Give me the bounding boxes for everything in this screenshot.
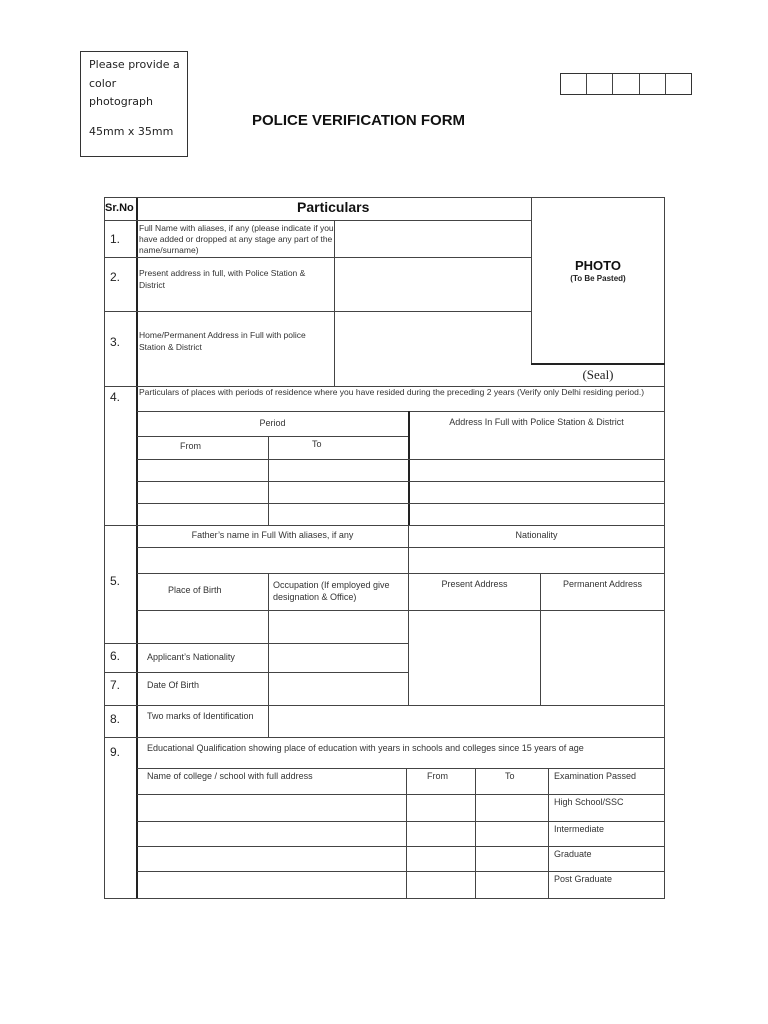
reference-number-boxes [560, 73, 692, 95]
form-title: POLICE VERIFICATION FORM [252, 112, 466, 129]
applicant-nationality-label: Applicant’s Nationality [147, 652, 235, 662]
photo-instruction-line1: Please provide a [89, 58, 180, 71]
row-3-number: 3. [110, 335, 121, 349]
permanent-address-field[interactable] [335, 312, 531, 386]
occupation-field[interactable] [269, 611, 408, 643]
education-entry-high-school[interactable] [137, 795, 548, 821]
residence-entry-2[interactable] [137, 482, 664, 503]
college-name-header: Name of college / school with full address [147, 771, 313, 781]
row-7-number: 7. [110, 678, 121, 692]
exam-intermediate: Intermediate [554, 824, 605, 834]
identification-marks-field[interactable] [269, 706, 664, 737]
photo-subtitle: (To Be Pasted) [570, 274, 626, 283]
father-name-field[interactable] [137, 548, 408, 573]
row-5-number: 5. [110, 574, 121, 588]
occupation-label: Occupation (If employed give designation & Office) [273, 580, 390, 602]
full-name-field[interactable] [335, 221, 531, 257]
row-1-number: 1. [110, 232, 121, 246]
row-4-number: 4. [110, 390, 121, 404]
particulars-header: Particulars [297, 199, 370, 215]
residence-from-header: From [180, 441, 201, 451]
date-of-birth-label: Date Of Birth [147, 680, 200, 690]
present-address-field[interactable] [335, 258, 531, 311]
place-of-birth-label: Place of Birth [168, 585, 222, 595]
residence-to-header: To [312, 439, 322, 449]
row-6-number: 6. [110, 649, 121, 663]
father-name-label: Father’s name in Full With aliases, if any [191, 530, 354, 540]
exam-post-graduate: Post Graduate [554, 874, 613, 884]
residence-entry-1[interactable] [137, 460, 664, 481]
residence-entry-3[interactable] [137, 504, 664, 525]
father-present-address-field[interactable] [409, 611, 540, 705]
father-permanent-address-label: Permanent Address [562, 579, 643, 589]
photo-box [532, 198, 664, 363]
photo-instruction-line2: color [89, 77, 117, 90]
father-present-address-label: Present Address [441, 579, 508, 589]
row-2-number: 2. [110, 270, 121, 284]
identification-marks-label: Two marks of Identification [147, 711, 254, 721]
seal-label: (Seal) [582, 367, 614, 382]
full-name-label: Full Name with aliases, if any (please indicate if you have added or dropped at any stage any part of the name/surname) [139, 223, 334, 255]
row-9-number: 9. [110, 745, 121, 759]
education-entry-post-graduate[interactable] [137, 872, 548, 898]
education-from-header: From [427, 771, 448, 781]
photo-title: PHOTO [575, 258, 621, 273]
education-label: Educational Qualification showing place of education with years in schools and colleges since 15 years of age [147, 743, 584, 753]
period-header: Period [259, 418, 286, 428]
applicant-nationality-field[interactable] [269, 644, 408, 672]
residence-address-header: Address In Full with Police Station & District [449, 417, 624, 427]
row-8-number: 8. [110, 712, 121, 726]
exam-graduate: Graduate [554, 849, 592, 859]
father-nationality-field[interactable] [409, 548, 664, 573]
exam-high-school: High School/SSC [554, 797, 624, 807]
residence-history-label: Particulars of places with periods of residence where you have resided during the preceding 2 years (Verify only Delhi residing period.) [139, 387, 645, 397]
father-nationality-label: Nationality [515, 530, 558, 540]
father-permanent-address-field[interactable] [541, 611, 664, 705]
photo-instruction-box [80, 51, 188, 157]
place-of-birth-field[interactable] [137, 611, 268, 643]
present-address-label: Present address in full, with Police Station & District [139, 268, 306, 290]
education-to-header: To [505, 771, 515, 781]
examination-passed-header: Examination Passed [554, 771, 637, 781]
permanent-address-label: Home/Permanent Address in Full with police Station & District [139, 330, 306, 352]
education-entry-graduate[interactable] [137, 847, 548, 871]
date-of-birth-field[interactable] [269, 673, 408, 705]
photo-instruction-line3: photograph [89, 95, 153, 108]
photo-size-text: 45mm x 35mm [89, 125, 174, 138]
education-entry-intermediate[interactable] [137, 822, 548, 846]
srno-header: Sr.No [105, 202, 134, 214]
